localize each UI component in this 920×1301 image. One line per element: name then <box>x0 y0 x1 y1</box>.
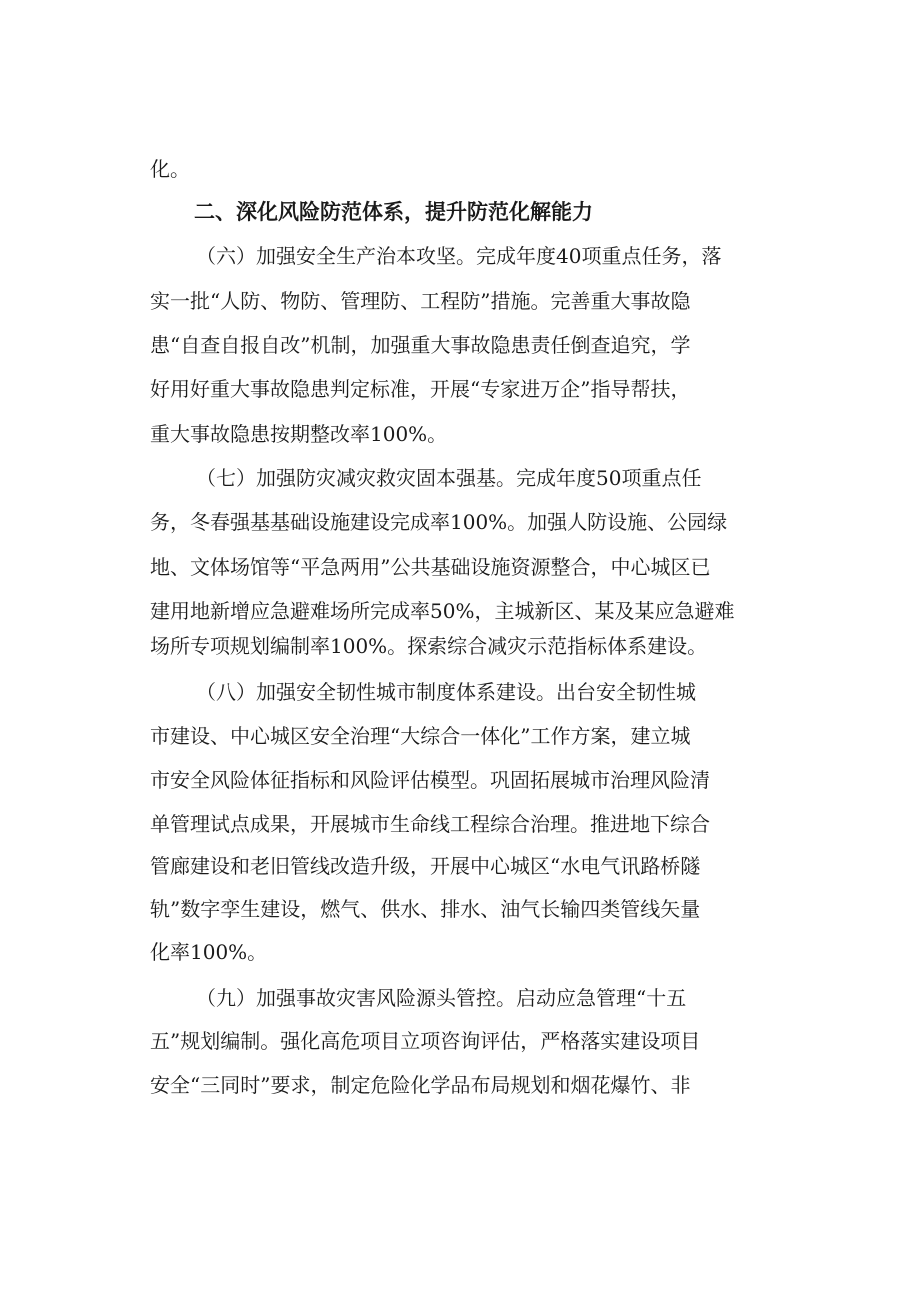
paragraph-line: 场所专项规划编制率100%。探索综合减灾示范指标体系建设。 <box>150 634 708 658</box>
paragraph-line: （七）加强防灾减灾救灾固本强基。完成年度50项重点任 <box>196 466 702 490</box>
paragraph-line: 五”规划编制。强化高危项目立项咨询评估，严格落实建设项目 <box>150 1029 701 1053</box>
paragraph-line: 地、文体场馆等“平急两用”公共基础设施资源整合，中心城区已 <box>150 555 711 579</box>
paragraph-line: 单管理试点成果，开展城市生命线工程综合治理。推进地下综合 <box>150 812 710 836</box>
paragraph-line: 管廊建设和老旧管线改造升级，开展中心城区“水电气讯路桥隧 <box>150 854 701 878</box>
paragraph-line: 好用好重大事故隐患判定标准，开展“专家进万企”指导帮扶， <box>150 377 691 401</box>
paragraph-line: 市安全风险体征指标和风险评估模型。巩固拓展城市治理风险清 <box>150 768 710 792</box>
paragraph-line: （六）加强安全生产治本攻坚。完成年度40项重点任务，落 <box>196 244 722 268</box>
paragraph-line: （九）加强事故灾害风险源头管控。启动应急管理“十五 <box>196 986 687 1010</box>
paragraph-line: 化率100%。 <box>150 940 268 964</box>
paragraph-line: 实一批“人防、物防、管理防、工程防”措施。完善重大事故隐 <box>150 289 691 313</box>
text-line: 化。 <box>150 157 190 181</box>
paragraph-line: 安全“三同时”要求，制定危险化学品布局规划和烟花爆竹、非 <box>150 1073 691 1097</box>
paragraph-line: 建用地新增应急避难场所完成率50%，主城新区、某及某应急避难 <box>150 599 735 623</box>
paragraph-line: 市建设、中心城区安全治理“大综合一体化”工作方案，建立城 <box>150 724 691 748</box>
paragraph-line: 务，冬春强基基础设施建设完成率100%。加强人防设施、公园绿 <box>150 510 728 534</box>
paragraph-line: 重大事故隐患按期整改率100%。 <box>150 422 448 446</box>
paragraph-line: （八）加强安全韧性城市制度体系建设。出台安全韧性城 <box>196 680 696 704</box>
paragraph-line: 患“自查自报自改”机制，加强重大事故隐患责任倒查追究，学 <box>150 333 691 357</box>
section-heading: 二、深化风险防范体系，提升防范化解能力 <box>194 200 593 224</box>
paragraph-line: 轨”数字孪生建设，燃气、供水、排水、油气长输四类管线矢量 <box>150 897 701 921</box>
